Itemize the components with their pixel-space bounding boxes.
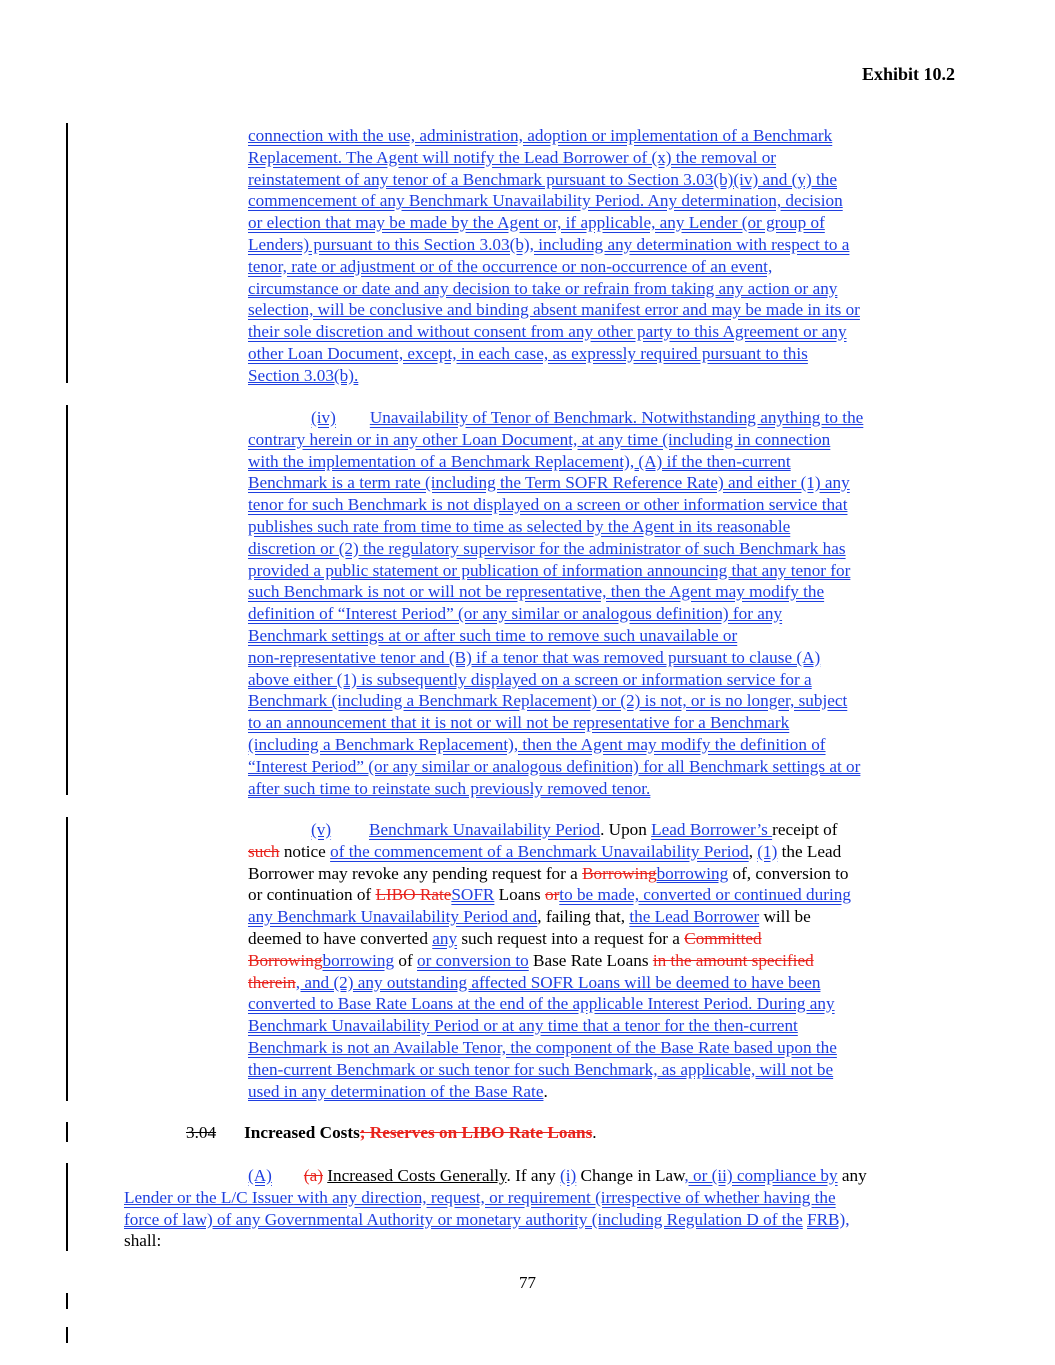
text-line [248,1081,851,1103]
text-run: . [592,1123,597,1142]
text-line: “Interest Period” (or any similar or analogous definition) for all Benchmark settings at or [248,756,861,776]
text-line: discretion or (2) the regulatory supervisor for the administrator of such Benchmark has [248,538,846,558]
inserted-text: any Benchmark Unavailability Period and [248,907,538,927]
clause-number: (iv) [311,408,336,427]
text-line: provided a public statement or publication of information announcing that any tenor for [248,560,851,580]
text-line: reinstatement of any tenor of a Benchmark pursuant to Section 3.03(b)(iv) and (y) the [248,169,837,189]
text-run: , [748,841,758,861]
deleted-text: therein [248,972,296,992]
text-line: connection with the use, administration, adoption or implementation of a Benchmark [248,126,833,145]
text-line [248,863,851,885]
text-line [248,928,851,950]
clause-heading: Increased Costs Generally [327,1166,507,1185]
inserted-text: Lender or the L/C Issuer with any direction, request, or requirement (irrespective of whether having [124,1187,815,1207]
text-line [248,950,851,972]
inserted-text: borrowing [656,863,729,883]
text-line [248,972,851,994]
inserted-text: the [814,1187,836,1207]
text-line [248,819,851,841]
text-line [248,841,851,863]
change-bar [66,1327,68,1343]
text-line [124,1209,867,1231]
inserted-text: the Lead Borrower [629,907,760,927]
text-run: , failing that, [537,907,630,927]
inserted-text: (1) [757,841,778,861]
text-line: above either (1) is subsequently displayed on a screen or information service for a [248,669,812,689]
inserted-text: force of law) of any Governmental Authority or monetary authority (including Regulation D of the [124,1209,803,1229]
text-line: to an announcement that it is not or will not be representative for a Benchmark [248,713,790,733]
text-run: receipt of [772,820,838,839]
text-line: or election that may be made by the Agent or, if applicable, any Lender (or group of [248,213,825,233]
text-run: Base Rate Loans [528,950,653,970]
inserted-text: (i) [560,1166,577,1185]
text-run: Change in Law [576,1166,685,1185]
text-line: definition of “Interest Period” (or any similar or analogous definition) for any [248,604,783,624]
change-bar [66,1293,68,1309]
inserted-text: FRB), [807,1209,850,1229]
text-run: Lead Borrower’s [651,820,773,839]
text-line [248,884,851,906]
text-line: Benchmark is a term rate (including the Term SOFR Reference Rate) and either (1) any [248,473,850,493]
deleted-text: or [544,885,560,905]
text-line: other Loan Document, except, in each case, as expressly required pursuant to this [248,343,808,363]
text-line [124,1165,867,1187]
text-line: Section 3.03(b). [248,365,359,385]
text-line: non-representative tenor and (B) if a tenor that was removed pursuant to clause (A) [248,647,821,667]
text-line [124,1187,867,1209]
change-bar [66,1122,68,1142]
deleted-text: Committed [684,928,762,948]
page-number: 77 [519,1273,536,1292]
clause-number: (A) [248,1166,272,1185]
text-run: or continuation of [248,885,376,905]
text-line: selection, will be conclusive and binding absent manifest error and may be made in its or [248,300,860,320]
deleted-text: Borrowing [582,863,657,883]
text-line [248,407,863,429]
text-line: commencement of any Benchmark Unavailability Period. Any determination, decision [248,191,843,211]
text-run: . Upon [600,820,652,839]
text-line: Replacement. The Agent will notify the Lead Borrower of (x) the removal or [248,147,777,167]
text-line: Benchmark (including a Benchmark Replacement) or (2) is not, or is no longer, subject [248,691,848,711]
inserted-text: any [432,928,458,948]
text-run: the Lead [777,841,842,861]
text-line: Benchmark settings at or after such time to remove such unavailable or [248,625,738,645]
text-line: converted to Base Rate Loans at the end of the applicable Interest Period. During any [248,994,835,1014]
clause-heading: Benchmark Unavailability Period [369,820,601,839]
text-line: after such time to reinstate such previously removed tenor. [248,778,651,798]
text-line: contrary herein or in any other Loan Document, at any time (including in connection [248,429,831,449]
text-line [186,1122,597,1144]
exhibit-label: Exhibit 10.2 [861,64,955,84]
clause-heading: Unavailability of Tenor of Benchmark. Notwithstanding anything to the [369,408,864,427]
deleted-text: (a) [303,1166,323,1185]
text-run: deemed to have converted [248,928,433,948]
text-run: . [543,1081,548,1101]
text-run: will be [759,907,811,927]
change-bar [66,405,68,795]
section-number: 3.04 [186,1123,217,1142]
text-run: Loans [494,885,545,905]
change-bar [66,1163,68,1251]
deleted-text: LIBO Rate [375,885,452,905]
paragraph-continuation [248,125,860,387]
text-line: tenor, rate or adjustment or of the occurrence or non-occurrence of an event, [248,256,773,276]
inserted-text: , or (ii) compliance by [684,1166,838,1185]
text-run: of [394,950,418,970]
text-run: of, conversion to [728,863,849,883]
text-line: circumstance or date and any decision to take or refrain from taking any action or any [248,278,838,298]
text-run: such request into a request for a [457,928,685,948]
paragraph-iv [248,407,863,799]
text-run: Borrower may revoke any pending request for a [248,863,583,883]
inserted-text: used in any determination of the Base Rate [248,1081,544,1101]
deleted-text: in the amount specified [652,950,814,970]
section-title: Increased Costs [244,1123,360,1142]
inserted-text: of the commencement of a Benchmark Unavailability Period [330,841,749,861]
text-run: any [837,1166,867,1185]
text-line: then-current Benchmark or such tenor for such Benchmark, as applicable, will not be [248,1059,834,1079]
text-line: with the implementation of a Benchmark Replacement), (A) if the then-current [248,451,791,471]
text-line: such Benchmark is not or will not be representative, then the Agent may modify the [248,582,825,602]
text-line: Benchmark is not an Available Tenor, the component of the Base Rate based upon the [248,1037,837,1057]
text-line: (including a Benchmark Replacement), then the Agent may modify the definition of [248,734,826,754]
text-line: their sole discretion and without consent from any other party to this Agreement or any [248,322,847,342]
text-run: notice [279,841,331,861]
text-line: shall: [124,1231,162,1251]
section-heading-3-04 [186,1122,597,1144]
inserted-text: borrowing [322,950,395,970]
text-line: publishes such rate from time to time as selected by the Agent in its reasonable [248,516,791,536]
text-line [248,906,851,928]
deleted-text: ; Reserves on LIBO Rate Loans [359,1123,593,1142]
inserted-text: or conversion to [417,950,529,970]
text-line: tenor for such Benchmark is not displayed on a screen or other information service that [248,495,848,515]
paragraph-v [248,819,851,1102]
inserted-text: to be made, converted or continued during [559,885,851,905]
text-run: . If any [506,1166,560,1185]
inserted-text: , and (2) any outstanding affected SOFR Loans will be deemed to have been [295,972,821,992]
text-line: Benchmark Unavailability Period or at any time that a tenor for the then-current [248,1016,798,1036]
deleted-text: Borrowing [248,950,323,970]
change-bar [66,817,68,1101]
change-bar [66,123,68,383]
paragraph-A [124,1165,867,1252]
deleted-text: such [248,841,280,861]
text-line: Lenders) pursuant to this Section 3.03(b), including any determination with respect to a [248,234,850,254]
clause-number: (v) [311,820,332,839]
inserted-text: SOFR [451,885,495,905]
